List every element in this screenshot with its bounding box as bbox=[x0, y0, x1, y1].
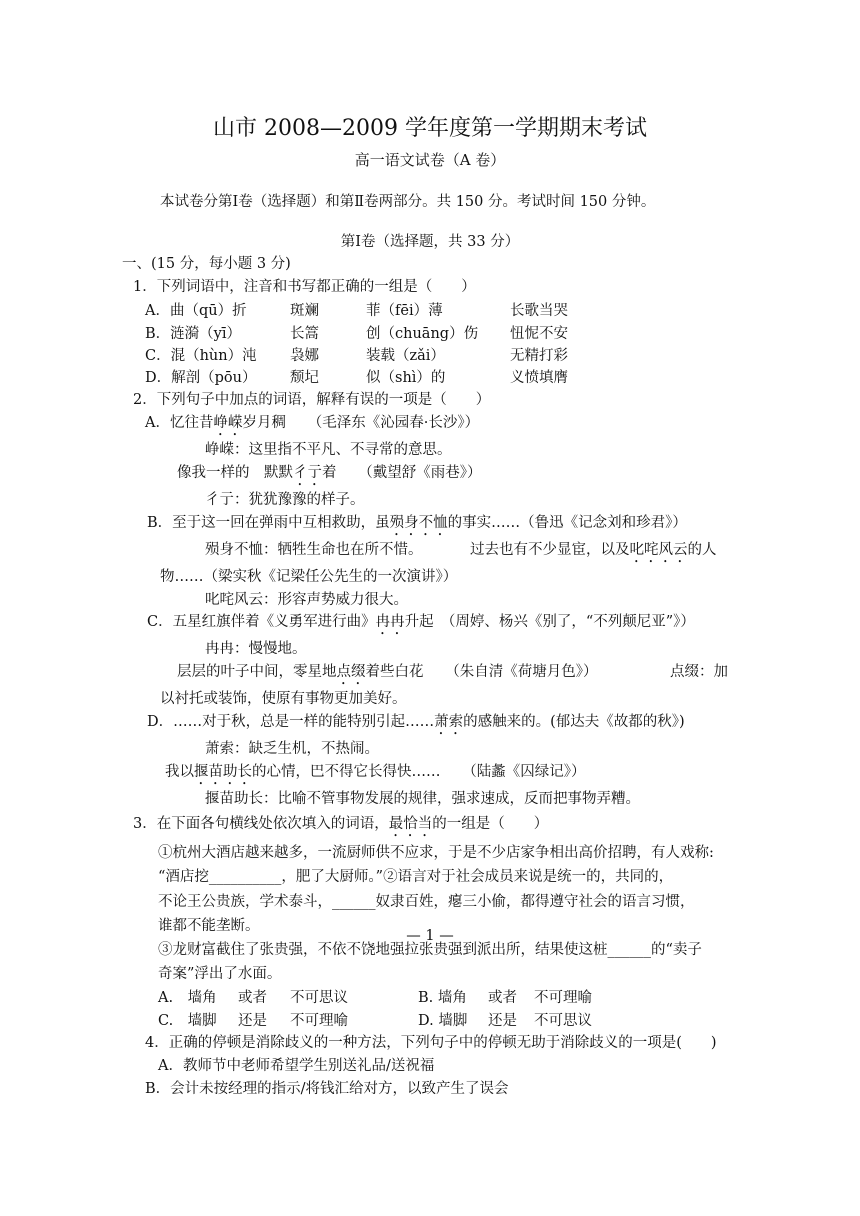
q2-a2-source: 着 （戴望舒《雨巷》） bbox=[322, 465, 482, 481]
q2-c-source: 升起 （周婷、杨兴《别了，“不列颠尼亚”》） bbox=[404, 614, 695, 630]
q2-b-text: B．至于这一回在弹雨中互相救助，虽 bbox=[147, 515, 390, 531]
q1-stem: 1．下列词语中，注音和书写都正确的一组是（ ） bbox=[133, 279, 476, 295]
q3-passage-line5: ③龙财富截住了张贵强，不依不饶地强拉张贵强到派出所，结果使这桩______的“卖子 bbox=[158, 942, 702, 958]
q2-c2-dotted-word: 点缀 bbox=[336, 664, 366, 680]
q2-c2-source: 着些白花 （朱自清《荷塘月色》） bbox=[365, 664, 598, 680]
q2-b-line2-cont: 物……（梁实秋《记梁任公先生的一次演讲》） bbox=[160, 569, 458, 585]
q2-c-explain1: 冉冉：慢慢地。 bbox=[205, 641, 307, 657]
q2-a-explain1: 峥嵘：这里指不平凡、不寻常的意思。 bbox=[205, 442, 452, 458]
q2-stem: 2．下列句子中加点的词语，解释有误的一项是（ ） bbox=[133, 392, 491, 408]
q1-a-col1: A．曲（qū）折 bbox=[145, 303, 247, 319]
q4-stem: 4．正确的停顿是消除歧义的一种方法，下列句子中的停顿无助于消除歧义的一项是( ) bbox=[145, 1035, 717, 1051]
q2-a-line1 bbox=[145, 413, 479, 439]
page-number: — 1 — bbox=[406, 928, 454, 944]
part-one-heading: 一、(15 分，每小题 3 分) bbox=[122, 256, 291, 272]
q2-c2-text: 层层的叶子中间，零星地 bbox=[177, 664, 337, 680]
q2-d-text: D．……对于秋，总是一样的能特别引起…… bbox=[147, 714, 435, 730]
q2-a-line2 bbox=[177, 463, 482, 489]
q1-b-col3: 创（chuāng）伤 bbox=[366, 326, 479, 342]
q3-passage-line3: 不论王公贵族，学术泰斗，______奴隶百姓，瘪三小偷，都得遵守社会的语言习惯， bbox=[158, 894, 695, 910]
q3-d-word2: 还是 bbox=[488, 1013, 517, 1029]
q2-b-dotted-word: 殒身不恤 bbox=[389, 515, 448, 531]
q2-a-dotted-word: 峥嵘 bbox=[213, 415, 243, 431]
q1-d-col2: 颓圮 bbox=[290, 370, 319, 386]
q2-c-explain2-start: 点缀：加 bbox=[670, 664, 728, 680]
q1-c-col2: 袅娜 bbox=[290, 348, 319, 364]
q1-b-col4: 忸怩不安 bbox=[510, 326, 568, 342]
q1-b-col2: 长篙 bbox=[290, 326, 319, 342]
q1-d-col3: 似（shì）的 bbox=[366, 370, 446, 386]
q3-b-word3: 不可理喻 bbox=[534, 990, 592, 1006]
q2-b-explain1: 殒身不恤：牺牲生命也在所不惜。 bbox=[205, 542, 423, 558]
q1-d-col1: D．解剖（pōu） bbox=[145, 370, 257, 386]
q2-d2-source: 的心情，巴不得它长得快…… （陆蠡《囚绿记》） bbox=[252, 764, 586, 780]
exam-title: 山市 2008—2009 学年度第一学期期末考试 bbox=[213, 116, 647, 141]
q2-c-line2 bbox=[177, 662, 598, 688]
q2-d-explain1: 萧索：缺乏生机，不热闹。 bbox=[205, 741, 379, 757]
q3-stem-text: 3．在下面各句横线处依次填入的词语， bbox=[133, 816, 389, 832]
q2-b2-dotted-word: 叱咤风云 bbox=[629, 542, 688, 558]
q3-b-word2: 或者 bbox=[488, 990, 517, 1006]
q3-a-word3: 不可思议 bbox=[290, 990, 348, 1006]
q2-c-line1 bbox=[147, 612, 695, 638]
q1-c-col1: C．混（hùn）沌 bbox=[145, 348, 257, 364]
q3-c-word1: C. 墙脚 bbox=[158, 1013, 217, 1029]
q1-a-col3: 菲（fēi）薄 bbox=[366, 303, 443, 319]
q3-stem-end: 的一组是（ ） bbox=[432, 816, 549, 832]
q1-a-col4: 长歌当哭 bbox=[510, 303, 568, 319]
q2-d-explain2: 揠苗助长：比喻不管事物发展的规律，强求速成，反而把事物弄糟。 bbox=[205, 791, 640, 807]
q3-a-word2: 或者 bbox=[238, 990, 267, 1006]
section-title: 第Ⅰ卷（选择题，共 33 分） bbox=[340, 234, 520, 250]
q4-option-b: B．会计未按经理的指示/将钱汇给对方，以致产生了误会 bbox=[145, 1081, 509, 1097]
q2-a-explain2: 彳亍：犹犹豫豫的样子。 bbox=[205, 492, 365, 508]
q2-c-explain2-cont: 以衬托或装饰，使原有事物更加美好。 bbox=[160, 691, 407, 707]
q2-b-source: 的事实……（鲁迅《记念刘和珍君》） bbox=[447, 515, 687, 531]
q3-b-word1: B. 墙角 bbox=[418, 990, 467, 1006]
q2-a2-dotted-word: 彳亍 bbox=[293, 465, 322, 481]
q1-b-col1: B．涟漪（yī） bbox=[145, 326, 241, 342]
q3-a-word1: A. 墙角 bbox=[158, 990, 217, 1006]
q3-d-word3: 不可思议 bbox=[534, 1013, 592, 1029]
q2-d-line2 bbox=[165, 762, 586, 788]
exam-intro: 本试卷分第Ⅰ卷（选择题）和第Ⅱ卷两部分。共 150 分。考试时间 150 分钟。 bbox=[160, 194, 656, 210]
q2-d-source: 的感触来的。(郁达夫《故都的秋》) bbox=[463, 714, 685, 730]
q2-a2-text: 像我一样的 默默 bbox=[177, 465, 293, 481]
q3-stem-dotted-word: 最恰当 bbox=[388, 816, 433, 832]
q3-d-word1: D. 墙脚 bbox=[418, 1013, 468, 1029]
q2-d2-text: 我以 bbox=[165, 764, 194, 780]
q1-c-col4: 无精打彩 bbox=[510, 348, 568, 364]
q2-d2-dotted-word: 揠苗助长 bbox=[194, 764, 252, 780]
q2-b2-text-end: 的人 bbox=[687, 542, 717, 558]
q2-d-dotted-word: 萧索 bbox=[434, 714, 464, 730]
q3-c-word2: 还是 bbox=[238, 1013, 267, 1029]
q2-b-line2 bbox=[470, 540, 717, 566]
q2-a-source: 岁月稠 （毛泽东《沁园春·长沙》） bbox=[242, 415, 480, 431]
q2-a-text: A．忆往昔 bbox=[145, 415, 214, 431]
q2-c-dotted-word: 冉冉 bbox=[375, 614, 405, 630]
q4-option-a: A．教师节中老师希望学生别送礼品/送祝福 bbox=[158, 1058, 435, 1074]
q3-passage-line6: 奇案”浮出了水面。 bbox=[158, 966, 282, 982]
q3-passage-line2: “酒店挖__________，肥了大厨师。”②语言对于社会成员来说是统一的，共同的， bbox=[158, 869, 674, 885]
q2-b-line1 bbox=[147, 513, 687, 539]
q3-passage-line1: ①杭州大酒店越来越多，一流厨师供不应求，于是不少店家争相出高价招聘，有人戏称: bbox=[158, 845, 714, 861]
q2-c-text: C．五星红旗伴着《义勇军进行曲》 bbox=[147, 614, 376, 630]
q2-b-explain2: 叱咤风云：形容声势威力很大。 bbox=[205, 592, 408, 608]
q1-c-col3: 装载（zǎi） bbox=[366, 348, 445, 364]
q3-stem bbox=[133, 814, 548, 840]
q2-b2-text: 过去也有不少显宦，以及 bbox=[470, 542, 630, 558]
q2-d-line1 bbox=[147, 712, 685, 738]
q1-a-col2: 斑斓 bbox=[290, 303, 319, 319]
q1-d-col4: 义愤填膺 bbox=[510, 370, 568, 386]
exam-subtitle: 高一语文试卷（A 卷） bbox=[354, 151, 506, 169]
q3-c-word3: 不可理喻 bbox=[290, 1013, 348, 1029]
q3-passage-line4: 谁都不能垄断。 bbox=[158, 918, 260, 934]
